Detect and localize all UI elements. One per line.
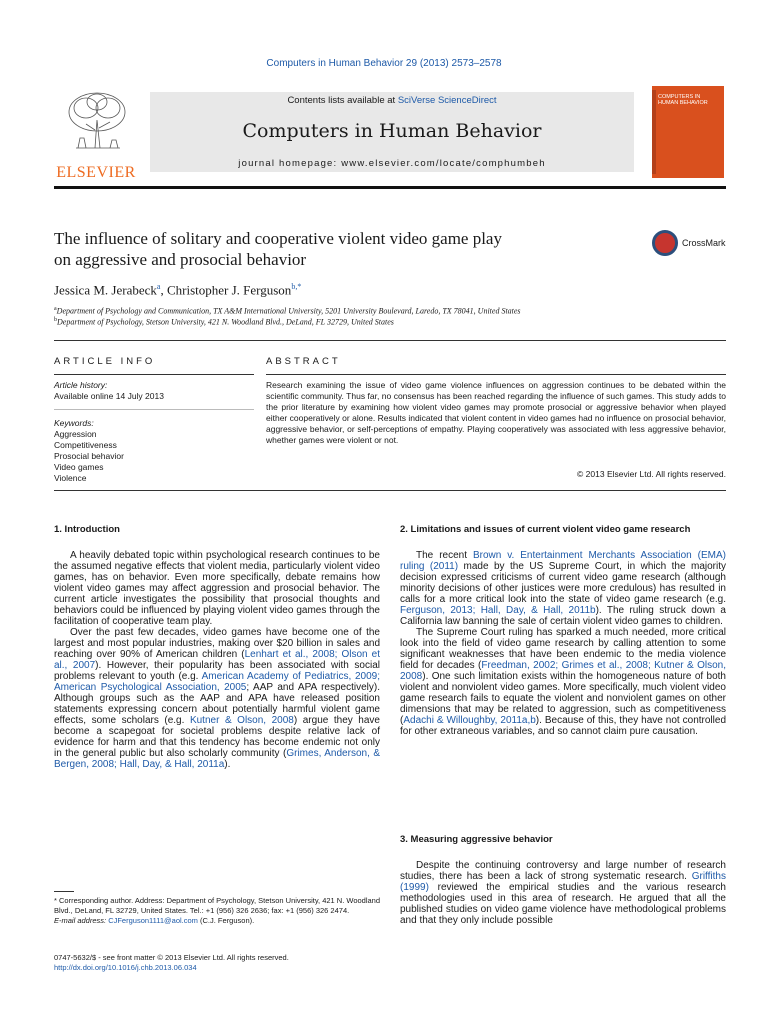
intro-paragraph-2 (54, 627, 380, 770)
text-run: The Supreme Court ruling has sparked a much needed, more critical look into the field of video game research by calling attention to some significant weaknesses that have been endemic to the media violence field for decades ( (400, 627, 726, 671)
crossmark-icon (652, 230, 678, 256)
abstract-text: Research examining the issue of video game violence influences on aggression continues to be debated within the scientific community. Thus far, no consensus has been reached regarding the influence of such games. This study adds to the prior literature by examining how violent video games may promote prosocial or aggressive behavior when played either cooperatively or alone. Results indicated that violent content in video games had no influence on prosocial behavior, aggressive behavior, or self-perceptions of empathy. Playing cooperatively was associated with less aggressive behavior, whether games were violent or not. (266, 380, 726, 445)
abstract-bottom-rule (54, 490, 726, 491)
section-heading-measuring: 3. Measuring aggressive behavior (400, 834, 553, 845)
keyword-item: Competitiveness (54, 440, 117, 450)
limitations-paragraph-1 (400, 550, 726, 627)
text-run: ; AAP and APA respectively). Although groups such as the AAP and APA have released position statements expressing concern about potentially harmful violent game effects, some scholars (e.g. (54, 682, 380, 726)
keyword-item: Violence (54, 473, 87, 483)
paper-title (54, 228, 614, 270)
author-list (54, 282, 301, 298)
citation-link[interactable]: Brown v. Entertainment Merchants Association (EMA) ruling (2011) (400, 550, 726, 572)
journal-cover-thumbnail[interactable] (652, 86, 724, 178)
contents-prefix: Contents lists available at (287, 95, 398, 106)
citation-link[interactable]: Freedman, 2002; Grimes et al., 2008; Kutner & Olson, 2008 (400, 660, 726, 682)
citation-link[interactable]: Grimes, Anderson, & Bergen, 2008; Hall, Day, & Hall, 2011a (54, 748, 380, 770)
issn-line: 0747-5632/$ - see front matter © 2013 Elsevier Ltd. All rights reserved. (54, 953, 289, 962)
citation-link[interactable]: Lenhart et al., 2008; Olson et al., 2007 (54, 649, 380, 671)
citation-link[interactable]: American Academy of Pediatrics, 2009; American Psychological Association, 2005 (54, 671, 380, 693)
section-heading-introduction: 1. Introduction (54, 524, 120, 535)
keyword-item: Prosocial behavior (54, 451, 124, 461)
journal-banner (150, 92, 634, 172)
article-info-rule (54, 374, 254, 375)
affil-text: Department of Psychology, Stetson University, 421 N. Woodland Blvd., DeLand, FL 32729, United States (57, 317, 394, 327)
text-run: Despite the continuing controversy and large number of research studies, there has been a lack of strong systematic research. (400, 860, 726, 882)
affil-mark: b (54, 317, 57, 323)
citation-link[interactable]: Griffiths (1999) (400, 871, 726, 893)
keyword-item: Aggression (54, 429, 97, 439)
text-run: The recent (416, 550, 473, 561)
section-heading-limitations: 2. Limitations and issues of current violent video game research (400, 524, 691, 535)
text-run: made by the US Supreme Court, in which the majority decision expressed criticisms of current video game research (although minority decisions of other justices were more credulous) has resulted in calls for a more critical look into the state of video game research (e.g. (400, 561, 726, 605)
crossmark-badge[interactable] (652, 228, 732, 262)
history-value: Available online 14 July 2013 (54, 391, 164, 401)
introduction-body (54, 550, 380, 770)
measuring-body (400, 860, 726, 926)
citation-link[interactable]: Kutner & Olson, 2008 (189, 715, 294, 726)
cover-title: COMPUTERS IN HUMAN BEHAVIOR (658, 94, 708, 106)
affil-mark: a (54, 306, 57, 312)
contents-line (150, 95, 634, 106)
journal-citation[interactable] (0, 58, 768, 69)
text-run: ). Because of this, they have not controlled for other extraneous variables, and so cannot claim pure causation. (400, 715, 726, 737)
author-jerabeck[interactable]: Jessica M. Jerabeck (54, 282, 157, 298)
masthead-rule (54, 186, 726, 189)
author-separator: , (160, 282, 167, 298)
footnote-text: * Corresponding author. Address: Department of Psychology, Stetson University, 421 N. Woodland Blvd., DeLand, FL 32729, United States. Tel.: +1 (956) 326 2636; fax: +1 (956) 326 2474. (54, 896, 381, 915)
text-run: reviewed the empirical studies and the various research methodologies used in this area of research. He argued that all the published studies on video game violence have methodological problems and that they only include possible (400, 882, 726, 926)
author-affil-mark[interactable]: b,* (291, 282, 302, 291)
email-link[interactable]: CJFerguson1111@aol.com (108, 916, 198, 925)
text-run: ). One such limitation exists within the homogeneous nature of both violent and nonviolent video games. More specifically, much violent video game research fails to equate the violent and nonviolent games on other dimensions that may be related to aggression, such as competitiveness ( (400, 671, 726, 726)
info-inner-rule (54, 409, 254, 410)
keywords-block (54, 418, 124, 484)
doi-link[interactable]: http://dx.doi.org/10.1016/j.chb.2013.06.034 (54, 963, 197, 972)
title-line-1: The influence of solitary and cooperative violent video game play (54, 229, 502, 248)
author-ferguson[interactable]: Christopher J. Ferguson (166, 282, 292, 298)
email-suffix: (C.J. Ferguson). (197, 916, 255, 925)
citation-link[interactable]: Adachi & Willoughby, 2011a,b (403, 715, 536, 726)
citation-link[interactable]: Computers in Human Behavior 29 (2013) 2573–2578 (266, 58, 502, 69)
article-history (54, 380, 164, 402)
limitations-paragraph-2 (400, 627, 726, 737)
text-run: ). (224, 759, 231, 770)
elsevier-logo[interactable] (54, 86, 138, 182)
text-run: ). However, their popularity has been associated with social problems relevant to youth (e.g. (54, 660, 380, 682)
history-label: Article history: (54, 380, 108, 390)
title-line-2: on aggressive and prosocial behavior (54, 250, 307, 269)
masthead (54, 86, 726, 182)
email-line (54, 916, 380, 926)
affil-text: Department of Psychology and Communication, TX A&M International University, 5201 University Boulevard, Laredo, TX 78041, United States (56, 306, 521, 316)
keywords-label: Keywords: (54, 418, 94, 428)
limitations-body (400, 550, 726, 737)
affiliation-a (54, 306, 521, 316)
elsevier-wordmark: ELSEVIER (56, 164, 136, 181)
measuring-paragraph-1 (400, 860, 726, 926)
abstract-copyright: © 2013 Elsevier Ltd. All rights reserved. (577, 469, 726, 479)
affiliation-b (54, 317, 394, 327)
article-info-heading: ARTICLE INFO (54, 356, 156, 367)
abstract-rule (266, 374, 726, 375)
text-run: Over the past few decades, video games have become one of the largest and most popular industries, making over $20 billion in sales and reaching over 90% of American children ( (54, 627, 380, 660)
author-affil-mark[interactable]: a (156, 282, 161, 291)
elsevier-tree-icon (64, 90, 130, 154)
bottom-info (54, 953, 289, 973)
journal-homepage[interactable]: journal homepage: www.elsevier.com/locate/comphumbeh (238, 158, 546, 169)
sciencedirect-link[interactable]: SciVerse ScienceDirect (397, 95, 497, 106)
email-label: E-mail address: (54, 916, 109, 925)
footnote-rule (54, 891, 74, 892)
text-run: ). The ruling struck down a California law banning the sale of certain violent video games to children. (400, 605, 726, 627)
abstract-heading: ABSTRACT (266, 356, 341, 367)
keyword-item: Video games (54, 462, 104, 472)
crossmark-label: CrossMark (682, 238, 726, 248)
intro-paragraph-1: A heavily debated topic within psychological research continues to be the assumed negative effects that violent media, particularly violent video games, has on behavior. Even more specifically, debate remains how violent video games may affect aggression and prosocial behavior. The current article investigates the possibility that prosocial thoughts and behaviors could be influenced by playing violent video games through the facilitation of cooperative team play. (54, 550, 380, 627)
header-divider (54, 340, 726, 341)
text-run: ) argue they have become a scapegoat for societal problems despite relative lack of evidence for harm and that this tendency has become endemic not only in the general public but also scholarly community ( (54, 715, 380, 759)
journal-title[interactable]: Computers in Human Behavior (242, 120, 542, 142)
corresponding-author-footnote (54, 896, 380, 926)
citation-link[interactable]: Ferguson, 2013; Hall, Day, & Hall, 2011b (400, 605, 596, 616)
cover-stripe (652, 90, 656, 174)
